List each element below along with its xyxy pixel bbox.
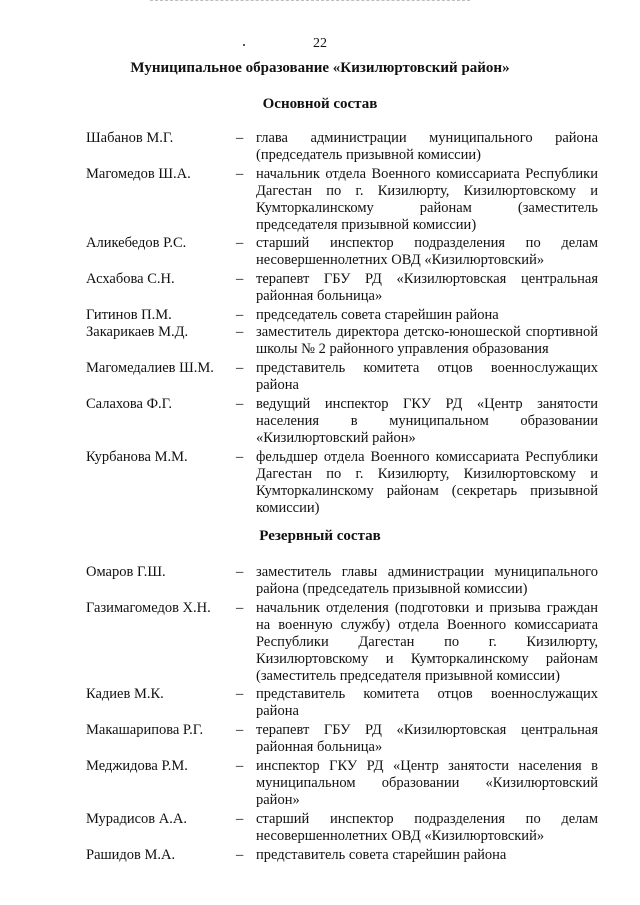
member-name: Аликебедов Р.С.	[86, 235, 187, 251]
document-title: Муниципальное образование «Кизилюртовский район»	[130, 60, 510, 76]
member-name: Меджидова Р.М.	[86, 758, 188, 774]
member-name: Асхабова С.Н.	[86, 271, 175, 287]
member-role: заместитель директора детско-юношеской спортивной школы № 2 районного управления образования	[256, 324, 598, 357]
member-name: Рашидов М.А.	[86, 847, 176, 863]
member-entry	[0, 686, 640, 720]
member-name: Омаров Г.Ш.	[86, 564, 166, 580]
main-members-list	[0, 130, 640, 517]
member-entry	[0, 811, 640, 845]
member-entry	[0, 130, 640, 164]
member-entry	[0, 271, 640, 305]
member-dash: –	[236, 449, 244, 465]
member-name: Магомедов Ш.А.	[86, 166, 191, 182]
member-role: представитель комитета отцов военнослужащих района	[256, 686, 598, 719]
member-entry	[0, 235, 640, 269]
member-role: терапевт ГБУ РД «Кизилюртовская центральная районная больница»	[256, 722, 598, 755]
member-dash: –	[236, 130, 244, 146]
member-name: Салахова Ф.Г.	[86, 396, 173, 412]
member-role: глава администрации муниципального района (председатель призывной комиссии)	[256, 130, 598, 163]
member-role: председатель совета старейшин района	[256, 307, 499, 323]
member-dash: –	[236, 360, 244, 376]
member-entry	[0, 166, 640, 234]
member-dash: –	[236, 235, 244, 251]
member-dash: –	[236, 166, 244, 182]
member-role: представитель комитета отцов военнослужащих района	[256, 360, 598, 393]
member-entry	[0, 600, 640, 685]
member-dash: –	[236, 600, 244, 616]
scan-top-edge	[150, 0, 470, 2]
member-name: Мурадисов А.А.	[86, 811, 187, 827]
member-dash: –	[236, 811, 244, 827]
member-entry	[0, 324, 640, 358]
member-name: Закарикаев М.Д.	[86, 324, 189, 340]
member-name: Шабанов М.Г.	[86, 130, 174, 146]
member-entry	[0, 396, 640, 447]
member-dash: –	[236, 847, 244, 863]
member-entry	[0, 722, 640, 756]
member-name: Курбанова М.М.	[86, 449, 188, 465]
member-dash: –	[236, 722, 244, 738]
member-entry	[0, 360, 640, 394]
member-dash: –	[236, 686, 244, 702]
member-dash: –	[236, 758, 244, 774]
member-dash: –	[236, 396, 244, 412]
reserve-members-list	[0, 564, 640, 864]
member-entry	[0, 307, 640, 324]
member-name: Кадиев М.К.	[86, 686, 164, 702]
member-role: фельдшер отдела Военного комиссариата Республики Дагестан по г. Кизилюрту, Кизилюртовскому и Кумторкалинскому районам (секретарь призывной комиссии)	[256, 449, 598, 516]
member-role: терапевт ГБУ РД «Кизилюртовская центральная районная больница»	[256, 271, 598, 304]
member-name: Магомедалиев Ш.М.	[86, 360, 214, 376]
member-role: ведущий инспектор ГКУ РД «Центр занятости населения в муниципальном образовании «Кизилюртовский район»	[256, 396, 598, 446]
member-name: Макашарипова Р.Г.	[86, 722, 204, 738]
page-number: 22	[313, 36, 327, 51]
member-dash: –	[236, 324, 244, 340]
reserve-section-heading: Резервный состав	[259, 528, 381, 544]
member-role: старший инспектор подразделения по делам несовершеннолетних ОВД «Кизилюртовский»	[256, 811, 598, 844]
member-role: инспектор ГКУ РД «Центр занятости населения в муниципальном образовании «Кизилюртовский район»	[256, 758, 598, 808]
member-name: Газимагомедов Х.Н.	[86, 600, 211, 616]
member-entry	[0, 758, 640, 809]
member-role: начальник отделения (подготовки и призыва граждан на военную службу) отдела Военного комиссариата Республики Дагестан по г. Кизилюрту, Кизилюртовскому и Кумторкалинскому районам (заместитель председателя призывной комиссии)	[256, 600, 598, 684]
member-name: Гитинов П.М.	[86, 307, 172, 323]
member-role: начальник отдела Военного комиссариата Республики Дагестан по г. Кизилюрту, Кизилюртовскому и Кумторкалинскому районам (заместитель председателя призывной комиссии)	[256, 166, 598, 233]
member-entry	[0, 449, 640, 517]
member-dash: –	[236, 564, 244, 580]
member-role: старший инспектор подразделения по делам несовершеннолетних ОВД «Кизилюртовский»	[256, 235, 598, 268]
member-role: представитель совета старейшин района	[256, 847, 507, 863]
member-entry	[0, 564, 640, 598]
main-section-heading: Основной состав	[262, 96, 378, 112]
member-dash: –	[236, 307, 244, 323]
member-entry	[0, 847, 640, 864]
member-role: заместитель главы администрации муниципального района (председатель призывной комиссии)	[256, 564, 598, 597]
member-dash: –	[236, 271, 244, 287]
